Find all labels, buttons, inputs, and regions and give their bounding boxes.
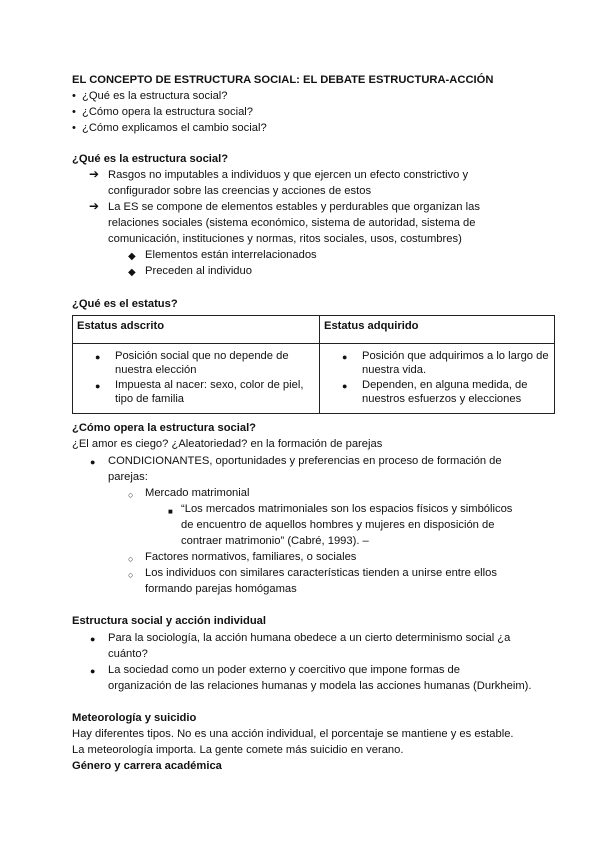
circle-bullet-icon: ○ [128,554,134,564]
section-heading: ¿Cómo opera la estructura social? [72,422,257,434]
text-line: “Los mercados matrimoniales son los espacios físicos y simbólicos [181,503,513,515]
text-line: de encuentro de aquellos hombres y mujeres en disposición de [181,519,495,531]
cell-text: tipo de familia [115,393,185,406]
text-line: La meteorología importa. La gente comete más suicidio en verano. [72,744,404,756]
disc-bullet-icon: ● [95,352,101,362]
section-heading: Género y carrera académica [72,760,222,772]
text-line: Factores normativos, familiares, o sociales [145,551,357,563]
bullet-icon: • [72,90,76,102]
table-header-adquirido: Estatus adquirido [320,316,555,344]
cell-text: Dependen, en alguna medida, de [362,379,528,391]
intro-question: ¿Qué es la estructura social? [82,90,228,102]
bullet-icon: • [72,106,76,118]
section-heading: Estructura social y acción individual [72,615,266,627]
text-line: CONDICIONANTES, oportunidades y preferencias en proceso de formación de [108,455,502,467]
text-line: Rasgos no imputables a individuos y que ejercen un efecto constrictivo y [108,169,469,181]
text-line: Mercado matrimonial [145,487,250,499]
status-table [72,315,555,414]
text-line: relaciones sociales (sistema económico, sistema de autoridad, sistema de [108,217,476,229]
disc-bullet-icon: ● [90,457,96,467]
cell-text: Posición que adquirimos a lo largo de [362,350,549,362]
cell-text: nuestros esfuerzos y elecciones [362,393,522,406]
cell-text: Posición social que no depende de [115,350,289,362]
section-heading: ¿Qué es la estructura social? [72,153,229,165]
disc-bullet-icon: ● [342,381,348,391]
text-line: parejas: [108,471,148,483]
table-cell-adquirido [320,344,555,414]
intro-question: ¿Cómo explicamos el cambio social? [82,122,267,134]
disc-bullet-icon: ● [342,352,348,362]
arrow-icon: ➔ [89,199,100,213]
bullet-icon: • [72,122,76,134]
text-line: Elementos están interrelacionados [145,249,317,261]
text-line: contraer matrimonio” (Cabré, 1993). – [181,535,369,547]
text-line: configurador sobre las creencias y acciones de estos [108,185,372,197]
circle-bullet-icon: ○ [128,570,134,580]
diamond-icon: ◆ [128,251,136,262]
square-bullet-icon: ■ [168,507,173,516]
text-line: ¿El amor es ciego? ¿Aleatoriedad? en la formación de parejas [72,438,383,450]
cell-text: nuestra elección [115,364,197,377]
intro-question: ¿Cómo opera la estructura social? [82,106,253,118]
text-line: cuánto? [108,648,148,660]
text-line: formando parejas homógamas [145,583,297,595]
text-line: organización de las relaciones humanas y modela las acciones humanas (Durkheim). [108,680,532,692]
text-line: La sociedad como un poder externo y coercitivo que impone formas de [108,664,460,676]
disc-bullet-icon: ● [90,634,96,644]
text-line: Los individuos con similares características tienden a unirse entre ellos [145,567,497,579]
disc-bullet-icon: ● [95,381,101,391]
section-heading: ¿Qué es el estatus? [72,298,178,310]
arrow-icon: ➔ [89,167,100,181]
text-line: La ES se compone de elementos estables y perdurables que organizan las [108,201,480,213]
disc-bullet-icon: ● [90,666,96,676]
text-line: Preceden al individuo [145,265,252,277]
section-heading: Meteorología y suicidio [72,712,197,724]
cell-text: nuestra vida. [362,364,427,377]
diamond-icon: ◆ [128,267,136,278]
circle-bullet-icon: ○ [128,490,134,500]
text-line: comunicación, instituciones y normas, ritos sociales, usos, costumbres) [108,233,462,245]
cell-text: Impuesta al nacer: sexo, color de piel, [115,379,304,391]
table-header-adscrito: Estatus adscrito [73,316,320,344]
text-line: Hay diferentes tipos. No es una acción individual, el porcentaje se mantiene y es estable. [72,728,514,740]
text-line: Para la sociología, la acción humana obedece a un cierto determinismo social ¿a [108,632,511,644]
document-title: EL CONCEPTO DE ESTRUCTURA SOCIAL: EL DEBATE ESTRUCTURA-ACCIÓN [72,74,494,86]
table-cell-adscrito [73,344,320,414]
